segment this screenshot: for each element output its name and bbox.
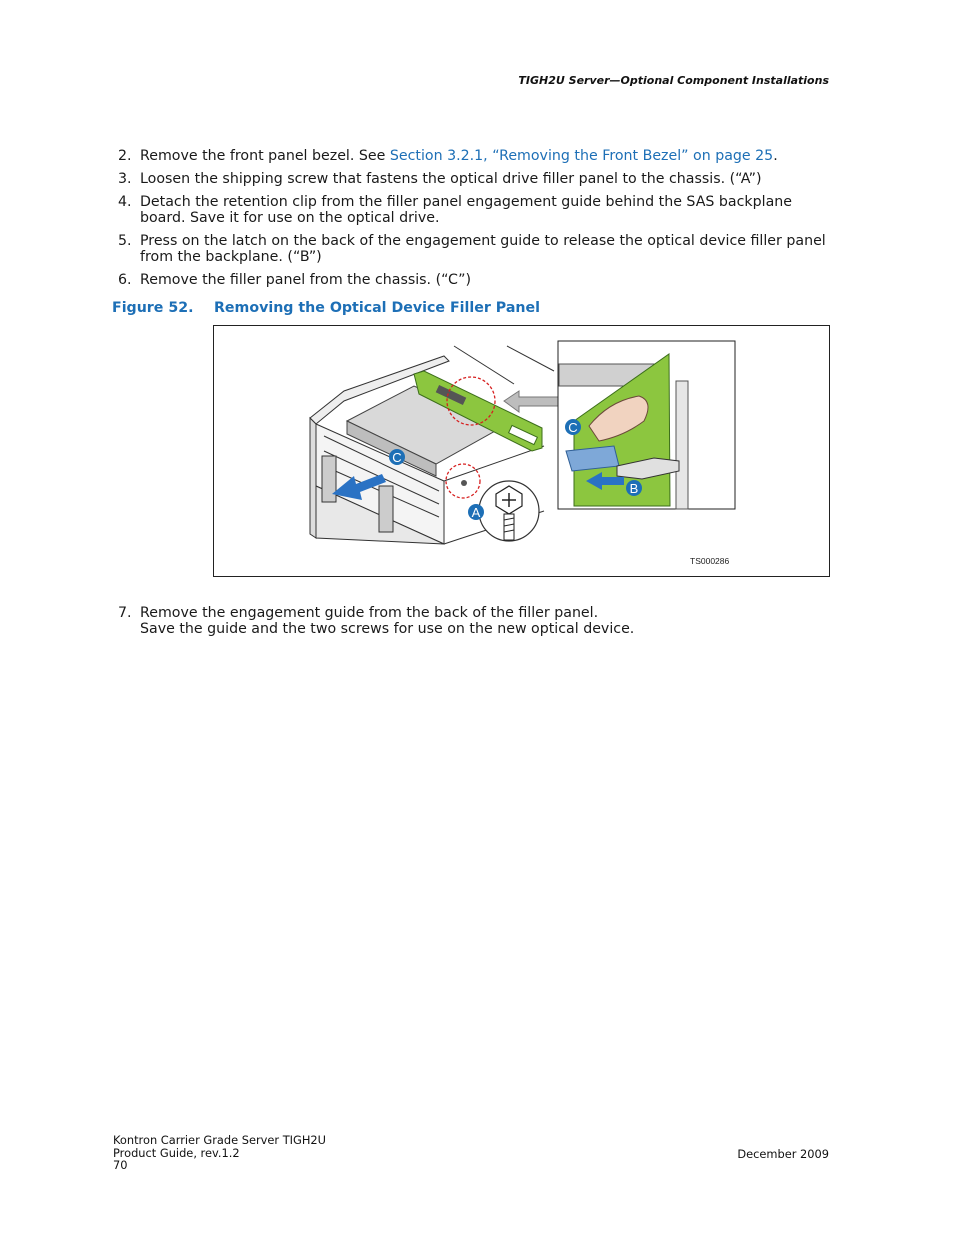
step-text: Remove the engagement guide from the back of the filler panel.	[140, 605, 599, 621]
footer-date: December 2009	[737, 1147, 829, 1161]
running-header: TIGH2U Server—Optional Component Installations	[518, 74, 829, 87]
footer-guide: Product Guide, rev.1.2	[113, 1145, 240, 1160]
latch-inset	[558, 341, 735, 509]
callout-b-label: B	[629, 481, 639, 496]
step-number: 3.	[118, 171, 132, 187]
figure-frame	[213, 325, 830, 577]
page-number: 70	[113, 1158, 128, 1172]
callout-a	[468, 504, 484, 520]
callout-c-label: C	[392, 450, 402, 465]
step-number: 5.	[118, 233, 132, 249]
section-link[interactable]: Section 3.2.1, “Removing the Front Bezel” on page 25	[389, 148, 774, 164]
figure-title: Removing the Optical Device Filler Panel	[214, 300, 540, 316]
step-text: Press on the latch on the back of the engagement guide to release the optical device filler panel from the backplane. (“B”)	[140, 233, 826, 265]
latch	[566, 446, 619, 471]
callout-c-main	[389, 449, 405, 465]
callout-b	[626, 480, 642, 496]
footer-product: Kontron Carrier Grade Server TIGH2U	[113, 1133, 326, 1147]
callout-c-inset	[565, 419, 581, 435]
step-number: 7.	[118, 605, 132, 621]
footer-left	[113, 1134, 326, 1172]
step-number: 2.	[118, 148, 132, 164]
shipping-screw	[461, 480, 467, 486]
figure-number: Figure 52.	[112, 300, 194, 316]
step-text: Remove the filler panel from the chassis. (“C”)	[140, 272, 472, 288]
step-number: 4.	[118, 194, 132, 210]
inset-pointer-arrow	[504, 391, 559, 412]
filler-panel-illustration	[214, 326, 829, 576]
step-text: Loosen the shipping screw that fastens the optical drive filler panel to the chassis. (“A”)	[140, 171, 762, 187]
step-text-line2: Save the guide and the two screws for use on the new optical device.	[140, 621, 635, 637]
screw-detail	[479, 481, 539, 541]
step-text-end: .	[773, 148, 778, 164]
step-text: Remove the front panel bezel. See	[140, 148, 390, 164]
callout-c-inset-label: C	[568, 420, 578, 435]
step-number: 6.	[118, 272, 132, 288]
callout-a-label: A	[471, 505, 481, 520]
step-text: Detach the retention clip from the filler panel engagement guide behind the SAS backplane board. Save it for use on the optical drive.	[140, 194, 792, 226]
figure-code: TS000286	[690, 556, 730, 566]
